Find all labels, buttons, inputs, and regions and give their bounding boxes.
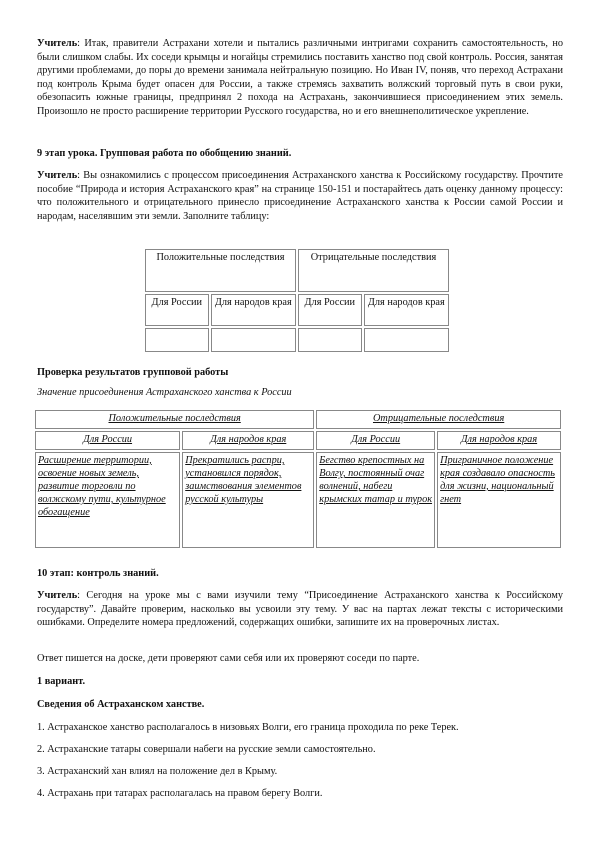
speaker-label: Учитель [37, 38, 78, 49]
subheader-russia: Для России [145, 294, 209, 326]
subheader-peoples: Для народов края [211, 294, 296, 326]
cell-peoples-positive: Прекратились распри, установился порядок, заимствования элементов русской культуры [182, 452, 314, 548]
speaker-label: Учитель [37, 590, 78, 601]
empty-cell [145, 328, 209, 352]
blank-consequences-table [143, 247, 451, 354]
subheader-russia: Для России [298, 294, 362, 326]
stage-9-heading: 9 этап урока. Групповая работа по обобщению знаний. [37, 148, 292, 159]
info-heading: Сведения об Астраханском ханстве. [37, 699, 205, 710]
list-item: 3. Астраханский хан влиял на положение дел в Крыму. [37, 766, 278, 777]
header-positive: Положительные последствия [145, 249, 296, 292]
paragraph-text: : Вы ознакомились с процессом присоединения Астраханского ханства к Российскому государству. Прочтите пособие “Природа и история Астраханского края” на странице 150-151 и постарайтесь дать оценку данному процессу: что положительного и отрицательного принесло присоединение Астраханского ханства к России самой России и народам, населявшим эти земли. Заполните таблицу: [37, 170, 563, 222]
subheader-russia: Для России [35, 431, 180, 450]
teacher-paragraph-2 [37, 169, 563, 223]
check-heading: Проверка результатов групповой работы [37, 367, 229, 378]
list-item: 1. Астраханское ханство располагалось в низовьях Волги, его граница проходила по реке Терек. [37, 722, 459, 733]
empty-cell [298, 328, 362, 352]
cell-russia-negative: Бегство крепостных на Волгу, постоянный очаг волнений, набеги крымских татар и турок [316, 452, 435, 548]
header-negative: Отрицательные последствия [316, 410, 561, 429]
list-item: 4. Астрахань при татарах располагалась на правом берегу Волги. [37, 788, 323, 799]
subheader-peoples: Для народов края [437, 431, 561, 450]
subheader-russia: Для России [316, 431, 435, 450]
teacher-paragraph-1 [37, 37, 563, 119]
stage-10-heading: 10 этап: контроль знаний. [37, 568, 159, 579]
variant-heading: 1 вариант. [37, 676, 86, 687]
list-item: 2. Астраханские татары совершали набеги на русские земли самостоятельно. [37, 744, 376, 755]
paragraph-text: : Сегодня на уроке мы с вами изучили тему “Присоединение Астраханского ханства к Российскому государству”. Давайте проверим, насколько вы усвоили эту тему. У вас на партах лежат тексты с историческими ошибками. Определите номера предложений, содержащих ошибки, запишите их на проверочных листах. [37, 590, 563, 629]
subheader-peoples: Для народов края [364, 294, 449, 326]
answer-note: Ответ пишется на доске, дети проверяют сами себя или их проверяют соседи по парте. [37, 653, 420, 664]
filled-consequences-table [33, 408, 563, 550]
teacher-paragraph-3 [37, 589, 563, 630]
empty-cell [364, 328, 449, 352]
cell-peoples-negative: Приграничное положение края создавало опасность для жизни, национальный гнет [437, 452, 561, 548]
paragraph-text: : Итак, правители Астрахани хотели и пытались различными интригами сохранить самостоятельность, но были слишком слабы. Их соседи крымцы и ногайцы стремились поставить ханство под свой контроль. Россия, занятая другими проблемами, до поры до времени занимала нейтральную позицию. Но Иван IV, поняв, что переход Астрахани под контроль Крыма будет опасен для России, а также стремясь захватить волжский торговый путь в свои руки, обезопасить южные границы, предпринял 2 похода на Астрахань, закончившиеся присоединением этих земель. Произошло не просто расширение территории Русского государства, но и его внешнеполитическое укрепление. [37, 38, 563, 117]
header-negative: Отрицательные последствия [298, 249, 449, 292]
speaker-label: Учитель [37, 170, 78, 181]
cell-russia-positive: Расширение территории, освоение новых земель, развитие торговли по волжскому пути, культурное обогащение [35, 452, 180, 548]
subheader-peoples: Для народов края [182, 431, 314, 450]
empty-cell [211, 328, 296, 352]
header-positive: Положительные последствия [35, 410, 314, 429]
check-caption: Значение присоединения Астраханского ханства к России [37, 387, 292, 398]
